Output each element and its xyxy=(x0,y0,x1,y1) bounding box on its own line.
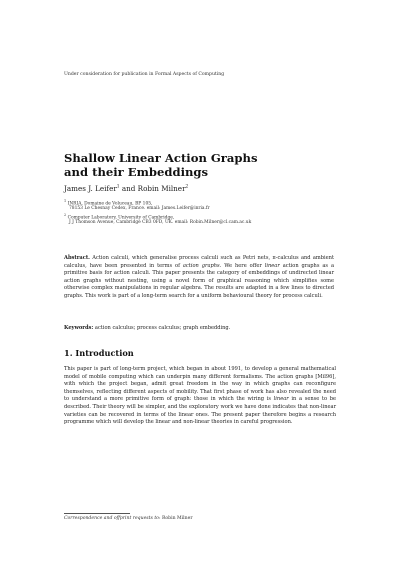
publication-note: Under consideration for publication in Formal Aspects of Computing xyxy=(64,72,225,77)
keywords xyxy=(64,325,230,331)
abstract xyxy=(64,255,334,301)
title-line-1: Shallow Linear Action Graphs xyxy=(64,151,258,165)
paper-title xyxy=(64,151,258,179)
keywords-label: Keywords: xyxy=(64,325,94,331)
footnote-name: : Robin Milner xyxy=(158,516,193,521)
affiliation-2-line-2: J J Thomson Avenue, Cambridge CB3 0FD, UK. email: Robin.Milner@cl.cam.ac.uk xyxy=(69,220,252,225)
abstract-em-2: linear xyxy=(264,262,280,269)
affiliation-2-text: Computer Laboratory, University of Cambridge, xyxy=(67,215,175,221)
footnote-rule xyxy=(64,513,130,514)
introduction-paragraph xyxy=(64,366,336,427)
title-line-2: and their Embeddings xyxy=(64,165,209,179)
abstract-text-3: action graphs as a primitive basis for action calculi. This paper presents the category of embeddings of undirected linear action graphs without nesting, using a novel form of graphical reasoning which simplifies some otherwise complex manipulations in regular algebra. The results are adapted in a few lines to directed graphs. This work is part of a long-term search for a uniform behavioural theory for process calculi. xyxy=(64,262,335,299)
abstract-label: Abstract. xyxy=(64,255,90,261)
author-1: James J. Leifer xyxy=(64,184,117,193)
footnote-label: Correspondence and offprint requests to xyxy=(64,516,159,521)
section-title: Introduction xyxy=(75,348,134,358)
author-list xyxy=(64,184,188,193)
abstract-text-2: . We here offer xyxy=(219,262,265,269)
affiliation-2-num: 2 xyxy=(64,213,67,217)
affiliation-1-text: INRIA, Domaine de Voluceau, BP 105, xyxy=(67,201,153,207)
author-1-sup: 1 xyxy=(116,184,120,190)
abstract-text-1: Action calculi, which generalise process calculi such as Petri nets, π-calculus and ambient calculus, have been presented in terms of xyxy=(64,255,334,269)
abstract-em-1: action graphs xyxy=(182,262,220,269)
body-text-1: This paper is part of long-term project, which began in about 1991, to develop a general mathematical model of mobile computing which can underpin many different formalisms. The action graphs [Mil96], with which the project began, admit great freedom in the way in which graphs can reconfigure themselves, reflecting different aspects of mobility. That first phase of work has also revealed the need to understand a more primitive form of graph: those in which the wiring is xyxy=(64,366,336,403)
section-number: 1. xyxy=(64,348,73,358)
footnote xyxy=(64,516,193,521)
body-em: linear xyxy=(273,396,289,403)
author-conjunction: and xyxy=(119,184,138,193)
section-heading xyxy=(64,348,134,358)
affiliation-1-line-2: 78153 Le Chesnay Cedex, France. email: James.Leifer@inria.fr xyxy=(69,206,210,211)
keywords-text: action calculus; process calculus; graph embedding. xyxy=(94,325,231,331)
author-2: Robin Milner xyxy=(137,184,186,193)
author-2-sup: 2 xyxy=(185,184,189,190)
affiliation-1-num: 1 xyxy=(64,199,67,203)
body-text-2: in a sense to be described. Their theory will be simpler, and the exploratory work we have done indicates that non-linear varieties can be recovered in terms of the linear ones. The present paper therefore begins a research programme which will develop the linear and non-linear theories in careful progression. xyxy=(64,396,337,426)
